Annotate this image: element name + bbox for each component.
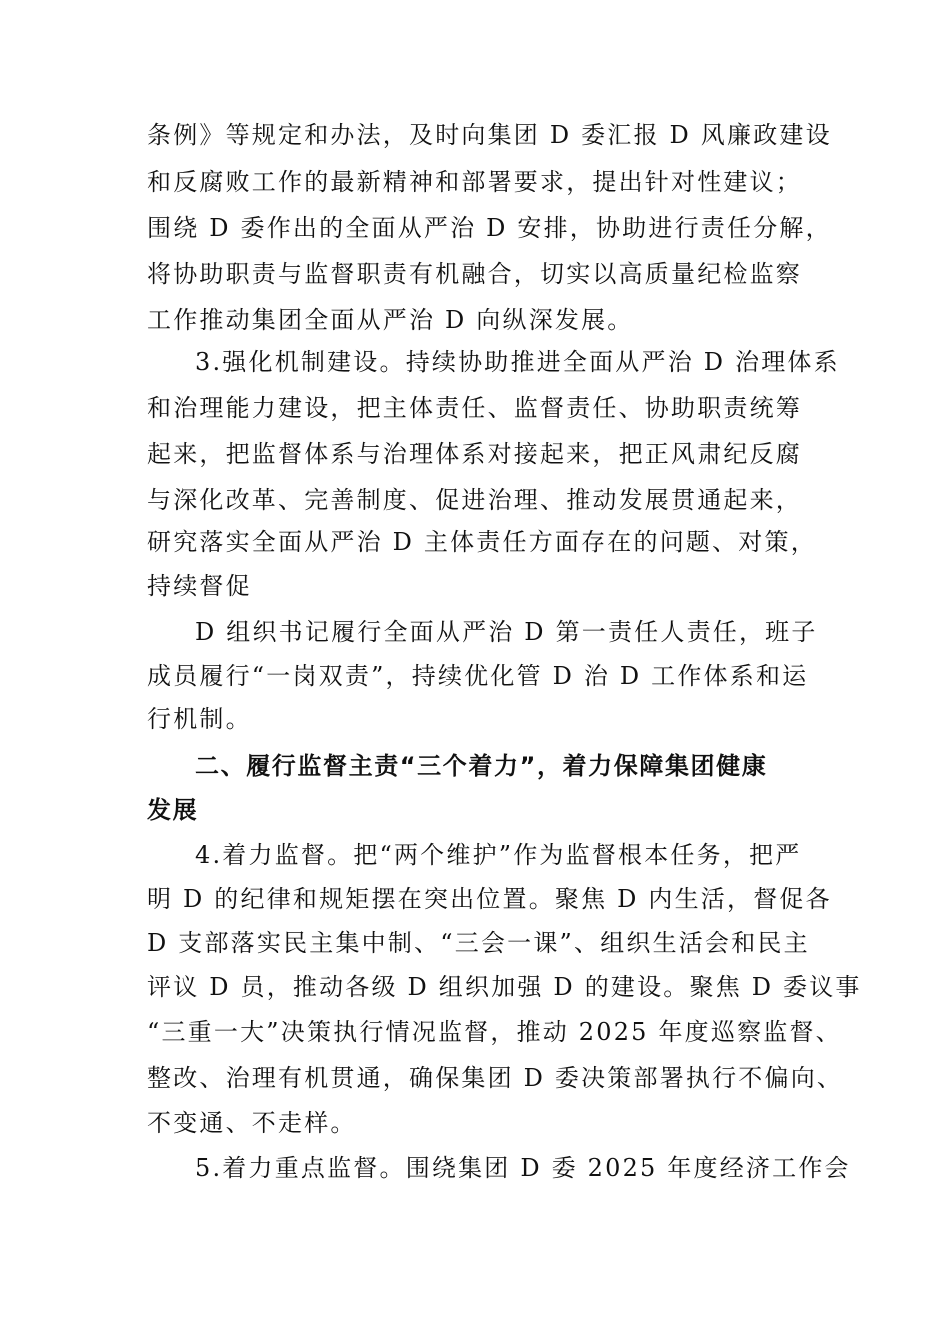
body-text-line: 明 D 的纪律和规矩摆在突出位置。聚焦 D 内生活，督促各 — [147, 885, 832, 913]
paragraph-first-line: 4.着力监督。把“两个维护”作为监督根本任务，把严 — [195, 841, 802, 869]
body-text-line: D 支部落实民主集中制、“三会一课”、组织生活会和民主 — [147, 929, 810, 957]
body-text-line: 整改、治理有机贯通，确保集团 D 委决策部署执行不偏向、 — [147, 1064, 844, 1092]
body-text-line: 起来，把监督体系与治理体系对接起来，把正风肃纪反腐 — [147, 440, 802, 468]
body-text-line: 不变通、不走样。 — [147, 1109, 357, 1137]
section-heading: 二、履行监督主责“三个着力”，着力保障集团健康 — [195, 752, 768, 780]
body-text-line: 成员履行“一岗双责”，持续优化管 D 治 D 工作体系和运 — [147, 662, 809, 690]
paragraph-first-line: 5.着力重点监督。围绕集团 D 委 2025 年度经济工作会 — [195, 1154, 851, 1182]
body-text-line: 和治理能力建设，把主体责任、监督责任、协助职责统筹 — [147, 394, 802, 422]
body-text-line: 和反腐败工作的最新精神和部署要求，提出针对性建议； — [147, 168, 802, 196]
section-heading-continued: 发展 — [147, 796, 199, 824]
body-text-line: 持续督促 — [147, 572, 252, 600]
body-text-line: 行机制。 — [147, 705, 252, 733]
body-text-line: 研究落实全面从严治 D 主体责任方面存在的问题、对策， — [147, 528, 817, 556]
body-text-line: 将协助职责与监督职责有机融合，切实以高质量纪检监察 — [147, 260, 802, 288]
paragraph-first-line: 3.强化机制建设。持续协助推进全面从严治 D 治理体系 — [195, 348, 840, 376]
body-text-line: 围绕 D 委作出的全面从严治 D 安排，协助进行责任分解， — [147, 214, 832, 242]
body-text-line: 条例》等规定和办法，及时向集团 D 委汇报 D 风廉政建设 — [147, 121, 832, 149]
body-text-line: 评议 D 员，推动各级 D 组织加强 D 的建设。聚焦 D 委议事 — [147, 973, 862, 1001]
body-text-line: 工作推动集团全面从严治 D 向纵深发展。 — [147, 306, 634, 334]
paragraph-first-line: D 组织书记履行全面从严治 D 第一责任人责任，班子 — [195, 618, 818, 646]
body-text-line: 与深化改革、完善制度、促进治理、推动发展贯通起来， — [147, 486, 802, 514]
body-text-line: “三重一大”决策执行情况监督，推动 2025 年度巡察监督、 — [147, 1018, 842, 1046]
